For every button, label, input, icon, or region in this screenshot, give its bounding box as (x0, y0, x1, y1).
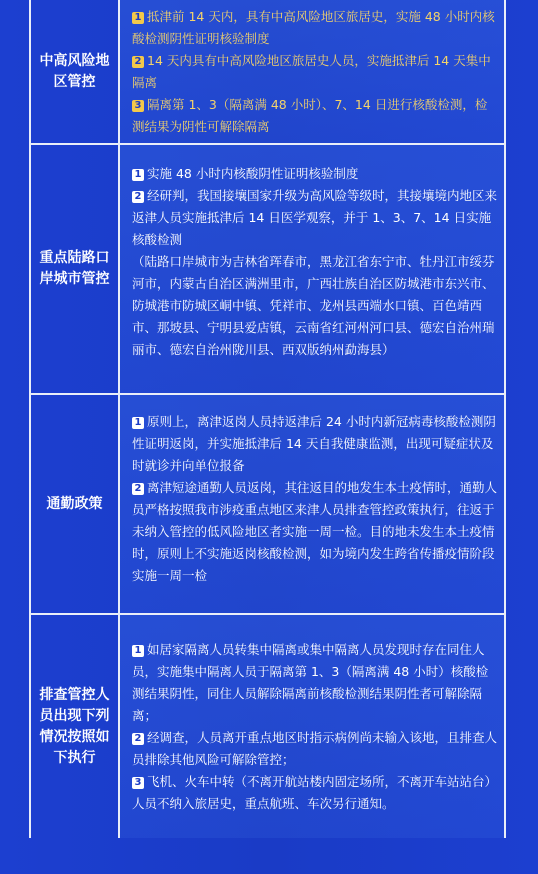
number-badge: 3 (132, 100, 144, 112)
number-badge: 3 (132, 777, 144, 789)
row-label: 排查管控人员出现下列情况按照如下执行 (31, 615, 120, 838)
list-item: （陆路口岸城市为吉林省珲春市，黑龙江省东宁市、牡丹江市绥芬河市，内蒙古自治区满洲里市，广西壮族自治区防城港市东兴市、防城港市防城区峒中镇、凭祥市、龙州县西端水口镇、百色靖西市、那坡县、宁明县爱店镇，云南省红河州河口县、德宏自治州瑞丽市、德宏自治州陇川县、西双版纳州勐海县） (132, 254, 495, 357)
list-item: 2 经调查，人员离开重点地区时指示病例尚未输入该地，且排查人员排除其他风险可解除管控； (132, 730, 498, 767)
table-row (31, 615, 504, 838)
row-label: 中高风险地区管控 (31, 0, 120, 143)
row-content (120, 0, 504, 143)
table-row (31, 145, 504, 395)
number-badge: 2 (132, 191, 144, 203)
list-item: 2 14 天内具有中高风险地区旅居史人员，实施抵津后 14 天集中隔离 (132, 53, 491, 90)
list-item: 3 隔离第 1、3（隔离满 48 小时）、7、14 日进行核酸检测，检测结果为阴性可解除隔离 (132, 97, 488, 134)
number-badge: 1 (132, 12, 144, 24)
list-item: 1 实施 48 小时内核酸阴性证明核验制度 (132, 163, 498, 185)
row-label: 通勤政策 (31, 395, 120, 613)
number-badge: 1 (132, 417, 144, 429)
number-badge: 2 (132, 483, 144, 495)
list-item: 3 飞机、火车中转（不离开航站楼内固定场所，不离开车站站台）人员不纳入旅居史，重点航班、车次另行通知。 (132, 774, 498, 811)
row-content (120, 395, 504, 613)
row-label: 重点陆路口岸城市管控 (31, 145, 120, 393)
row-content (120, 615, 504, 838)
list-item: 1 原则上，离津返岗人员持返津后 24 小时内新冠病毒核酸检测阴性证明返岗，并实施抵津后 14 天自我健康监测，出现可疑症状及时就诊并向单位报备 (132, 414, 496, 473)
number-badge: 2 (132, 56, 144, 68)
number-badge: 1 (132, 645, 144, 657)
number-badge: 2 (132, 733, 144, 745)
table-row (31, 395, 504, 615)
policy-table (29, 0, 506, 838)
list-item: 1 抵津前 14 天内，具有中高风险地区旅居史，实施 48 小时内核酸检测阴性证明核验制度 (132, 9, 495, 46)
list-item: 2 离津短途通勤人员返岗，其往返目的地发生本土疫情时，通勤人员严格按照我市涉疫重点地区来津人员排查管控政策执行，往返于未纳入管控的低风险地区者实施一周一检。目的地未发生本土疫情时，原则上不实施返岗核酸检测，如为境内发生跨省传播疫情阶段实施一周一检 (132, 480, 498, 583)
number-badge: 1 (132, 169, 144, 181)
list-item: 1 如居家隔离人员转集中隔离或集中隔离人员发现时存在同住人员，实施集中隔离人员于隔离第 1、3（隔离满 48 小时）核酸检测结果阴性，同住人员解除隔离前核酸检测结果阴性者可解除隔离； (132, 642, 489, 723)
row-content (120, 145, 504, 393)
table-row (31, 0, 504, 145)
list-item: 2 经研判，我国接壤国家升级为高风险等级时，其接壤境内地区来返津人员实施抵津后 14 日医学观察，并于 1、3、7、14 日实施核酸检测 (132, 188, 498, 247)
